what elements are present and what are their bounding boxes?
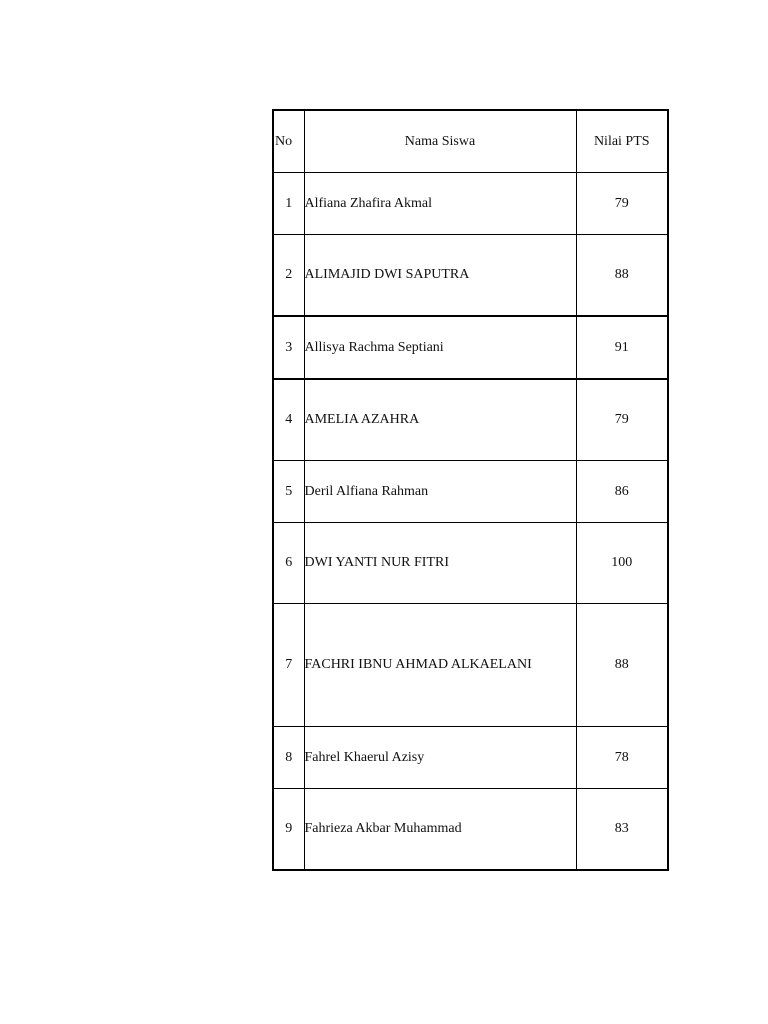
student-name: DWI YANTI NUR FITRI bbox=[304, 523, 576, 604]
student-name: Deril Alfiana Rahman bbox=[304, 461, 576, 523]
table-row bbox=[273, 727, 668, 789]
table-row bbox=[273, 461, 668, 523]
row-number: 8 bbox=[273, 727, 304, 789]
table-row bbox=[273, 789, 668, 871]
table-row bbox=[273, 604, 668, 727]
row-number: 9 bbox=[273, 789, 304, 871]
student-name: Fahrel Khaerul Azisy bbox=[304, 727, 576, 789]
student-name: AMELIA AZAHRA bbox=[304, 379, 576, 461]
row-number: 4 bbox=[273, 379, 304, 461]
row-number: 2 bbox=[273, 235, 304, 317]
column-header-no: No bbox=[273, 110, 304, 173]
table-row bbox=[273, 235, 668, 317]
row-number: 5 bbox=[273, 461, 304, 523]
student-score: 79 bbox=[576, 379, 668, 461]
student-score: 91 bbox=[576, 316, 668, 379]
row-number: 3 bbox=[273, 316, 304, 379]
student-score: 88 bbox=[576, 604, 668, 727]
student-score: 100 bbox=[576, 523, 668, 604]
student-grades-table bbox=[272, 109, 669, 871]
row-number: 1 bbox=[273, 173, 304, 235]
table-row bbox=[273, 173, 668, 235]
table-row bbox=[273, 523, 668, 604]
row-number: 7 bbox=[273, 604, 304, 727]
student-score: 88 bbox=[576, 235, 668, 317]
student-name: ALIMAJID DWI SAPUTRA bbox=[304, 235, 576, 317]
row-number: 6 bbox=[273, 523, 304, 604]
student-score: 78 bbox=[576, 727, 668, 789]
table-header-row bbox=[273, 110, 668, 173]
student-name: Fahrieza Akbar Muhammad bbox=[304, 789, 576, 871]
student-score: 86 bbox=[576, 461, 668, 523]
table-row bbox=[273, 379, 668, 461]
student-name: Allisya Rachma Septiani bbox=[304, 316, 576, 379]
column-header-name: Nama Siswa bbox=[304, 110, 576, 173]
column-header-score: Nilai PTS bbox=[576, 110, 668, 173]
student-score: 79 bbox=[576, 173, 668, 235]
student-score: 83 bbox=[576, 789, 668, 871]
student-name: Alfiana Zhafira Akmal bbox=[304, 173, 576, 235]
student-name: FACHRI IBNU AHMAD ALKAELANI bbox=[304, 604, 576, 727]
table-row bbox=[273, 316, 668, 379]
